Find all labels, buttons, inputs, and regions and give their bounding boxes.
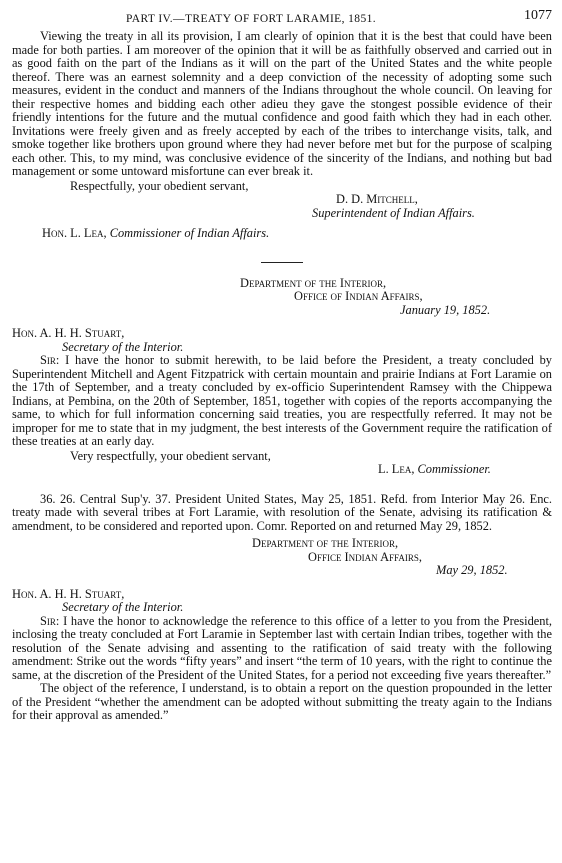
letter3-office: Office Indian Affairs,: [308, 549, 422, 564]
letter2-signer: L. Lea,: [378, 462, 415, 476]
letter2-signature: [378, 463, 552, 477]
letter2-body-text: I have the honor to submit herewith, to be laid before the President, a treaty concluded by Superintendent Mitchell and Agent Fitzpatrick with certain mountain and prairie Indians at Fort Laramie on the 17th of September, and a treaty concluded by ex-officio Superintendent Ramsey with the Chippewa Indians, at Pembina, on the 20th of September, 1851, together with copies of the reports accompanying the same, to which for full information concerning said treaties, you are respectfully referred. It may not be improper for me to state that in my judgment, the best interests of the Government require the ratification of these treaties at an early day.: [12, 353, 552, 448]
letter3-recipient-title: Secretary of the Interior.: [62, 600, 184, 614]
letter1-signer: D. D. Mitchell,: [336, 192, 418, 206]
letter2-department: Department of the Interior,: [240, 275, 387, 290]
letter1-addressee: [42, 227, 552, 241]
letter2-recipient: Hon. A. H. H. Stuart,: [12, 326, 125, 340]
letter3-date: May 29, 1852.: [436, 563, 508, 577]
letter2-salutation: Sir:: [40, 353, 60, 367]
letter2-recipient-title: Secretary of the Interior.: [62, 339, 184, 354]
letter3-salutation: Sir:: [40, 613, 60, 628]
letter1-body: Viewing the treaty in all its provision, I am clearly of opinion that it is the best that could have been made for both parties. I am moreover of the opinion that it will be as faithfully observed and carried out in as good faith on the part of the Indians as it will on the part of the United States and the white people thereof. There was an earnest solemnity and a deep conviction of the necessity of adopting some such measures, evident in the conduct and manners of the Indians throughout the whole council. On leaving for their respective homes and bidding each other adieu they gave the stongest possible evidence of their friendly intentions for the future and the mutual confidence and good faith which they had in each other. Invitations were freely given and as freely accepted by each of the tribes to interchange visits, talk, and smoke together like brothers upon ground where they had never before met but for the purpose of scalping each other. This, to my mind, was conclusive evidence of the sincerity of the Indians, and nothing but bad management or some untoward misfortune can ever break it.: [12, 29, 552, 178]
letter2-office: Office of Indian Affairs,: [294, 289, 423, 303]
letter1-signer-title: Superintendent of Indian Affairs.: [312, 205, 475, 220]
running-header: [12, 6, 552, 30]
letter3-body-1: [12, 615, 552, 683]
letter1-addressee-title: Commissioner of Indian Affairs.: [109, 226, 270, 240]
letter3-department: Department of the Interior,: [252, 536, 399, 550]
letter3-body-1-text: I have the honor to acknowledge the reference to this office of a letter to you from the President, inclosing the treaty concluded at Fort Laramie in September last with certain Indian tribes, together with the resolution of the Senate advising and assenting to the ratification of said treaty with the following amendment: Strike out the words “fifty years” and insert “the term of 10 years, with the right to continue the same, at the discretion of the President of the United States, for a period not exceeding five years thereafter.”: [12, 613, 552, 682]
filing-memo: 36. 26. Central Sup'y. 37. President United States, May 25, 1851. Refd. from Interior May 26. Enc. treaty made with several tribes at Fort Laramie, with resolution of the Senate, advising its ratification & amendment, to be considered and reported upon. Comr. Reported on and returned May 29, 1852.: [12, 491, 552, 533]
document-page: [12, 6, 552, 723]
letter1-closing: Respectfully, your obedient servant,: [70, 178, 249, 193]
letter3-recipient: Hon. A. H. H. Stuart,: [12, 586, 125, 601]
header-title: PART IV.—TREATY OF FORT LARAMIE, 1851.: [126, 13, 377, 25]
page-number: 1077: [524, 8, 552, 23]
letter2-closing: Very respectfully, your obedient servant,: [70, 448, 271, 463]
letter2-body: [12, 354, 552, 449]
letter1-addressee-name: Hon. L. Lea,: [42, 226, 107, 240]
letter2-date: January 19, 1852.: [400, 302, 491, 317]
section-divider: [261, 262, 303, 263]
letter2-signer-title: Commissioner.: [417, 462, 491, 476]
letter3-body-2: The object of the reference, I understand, is to obtain a report on the question propounded in the letter of the President “whether the amendment can be adopted without submitting the treaty again to the Indians for their approval as amended.”: [12, 681, 552, 722]
